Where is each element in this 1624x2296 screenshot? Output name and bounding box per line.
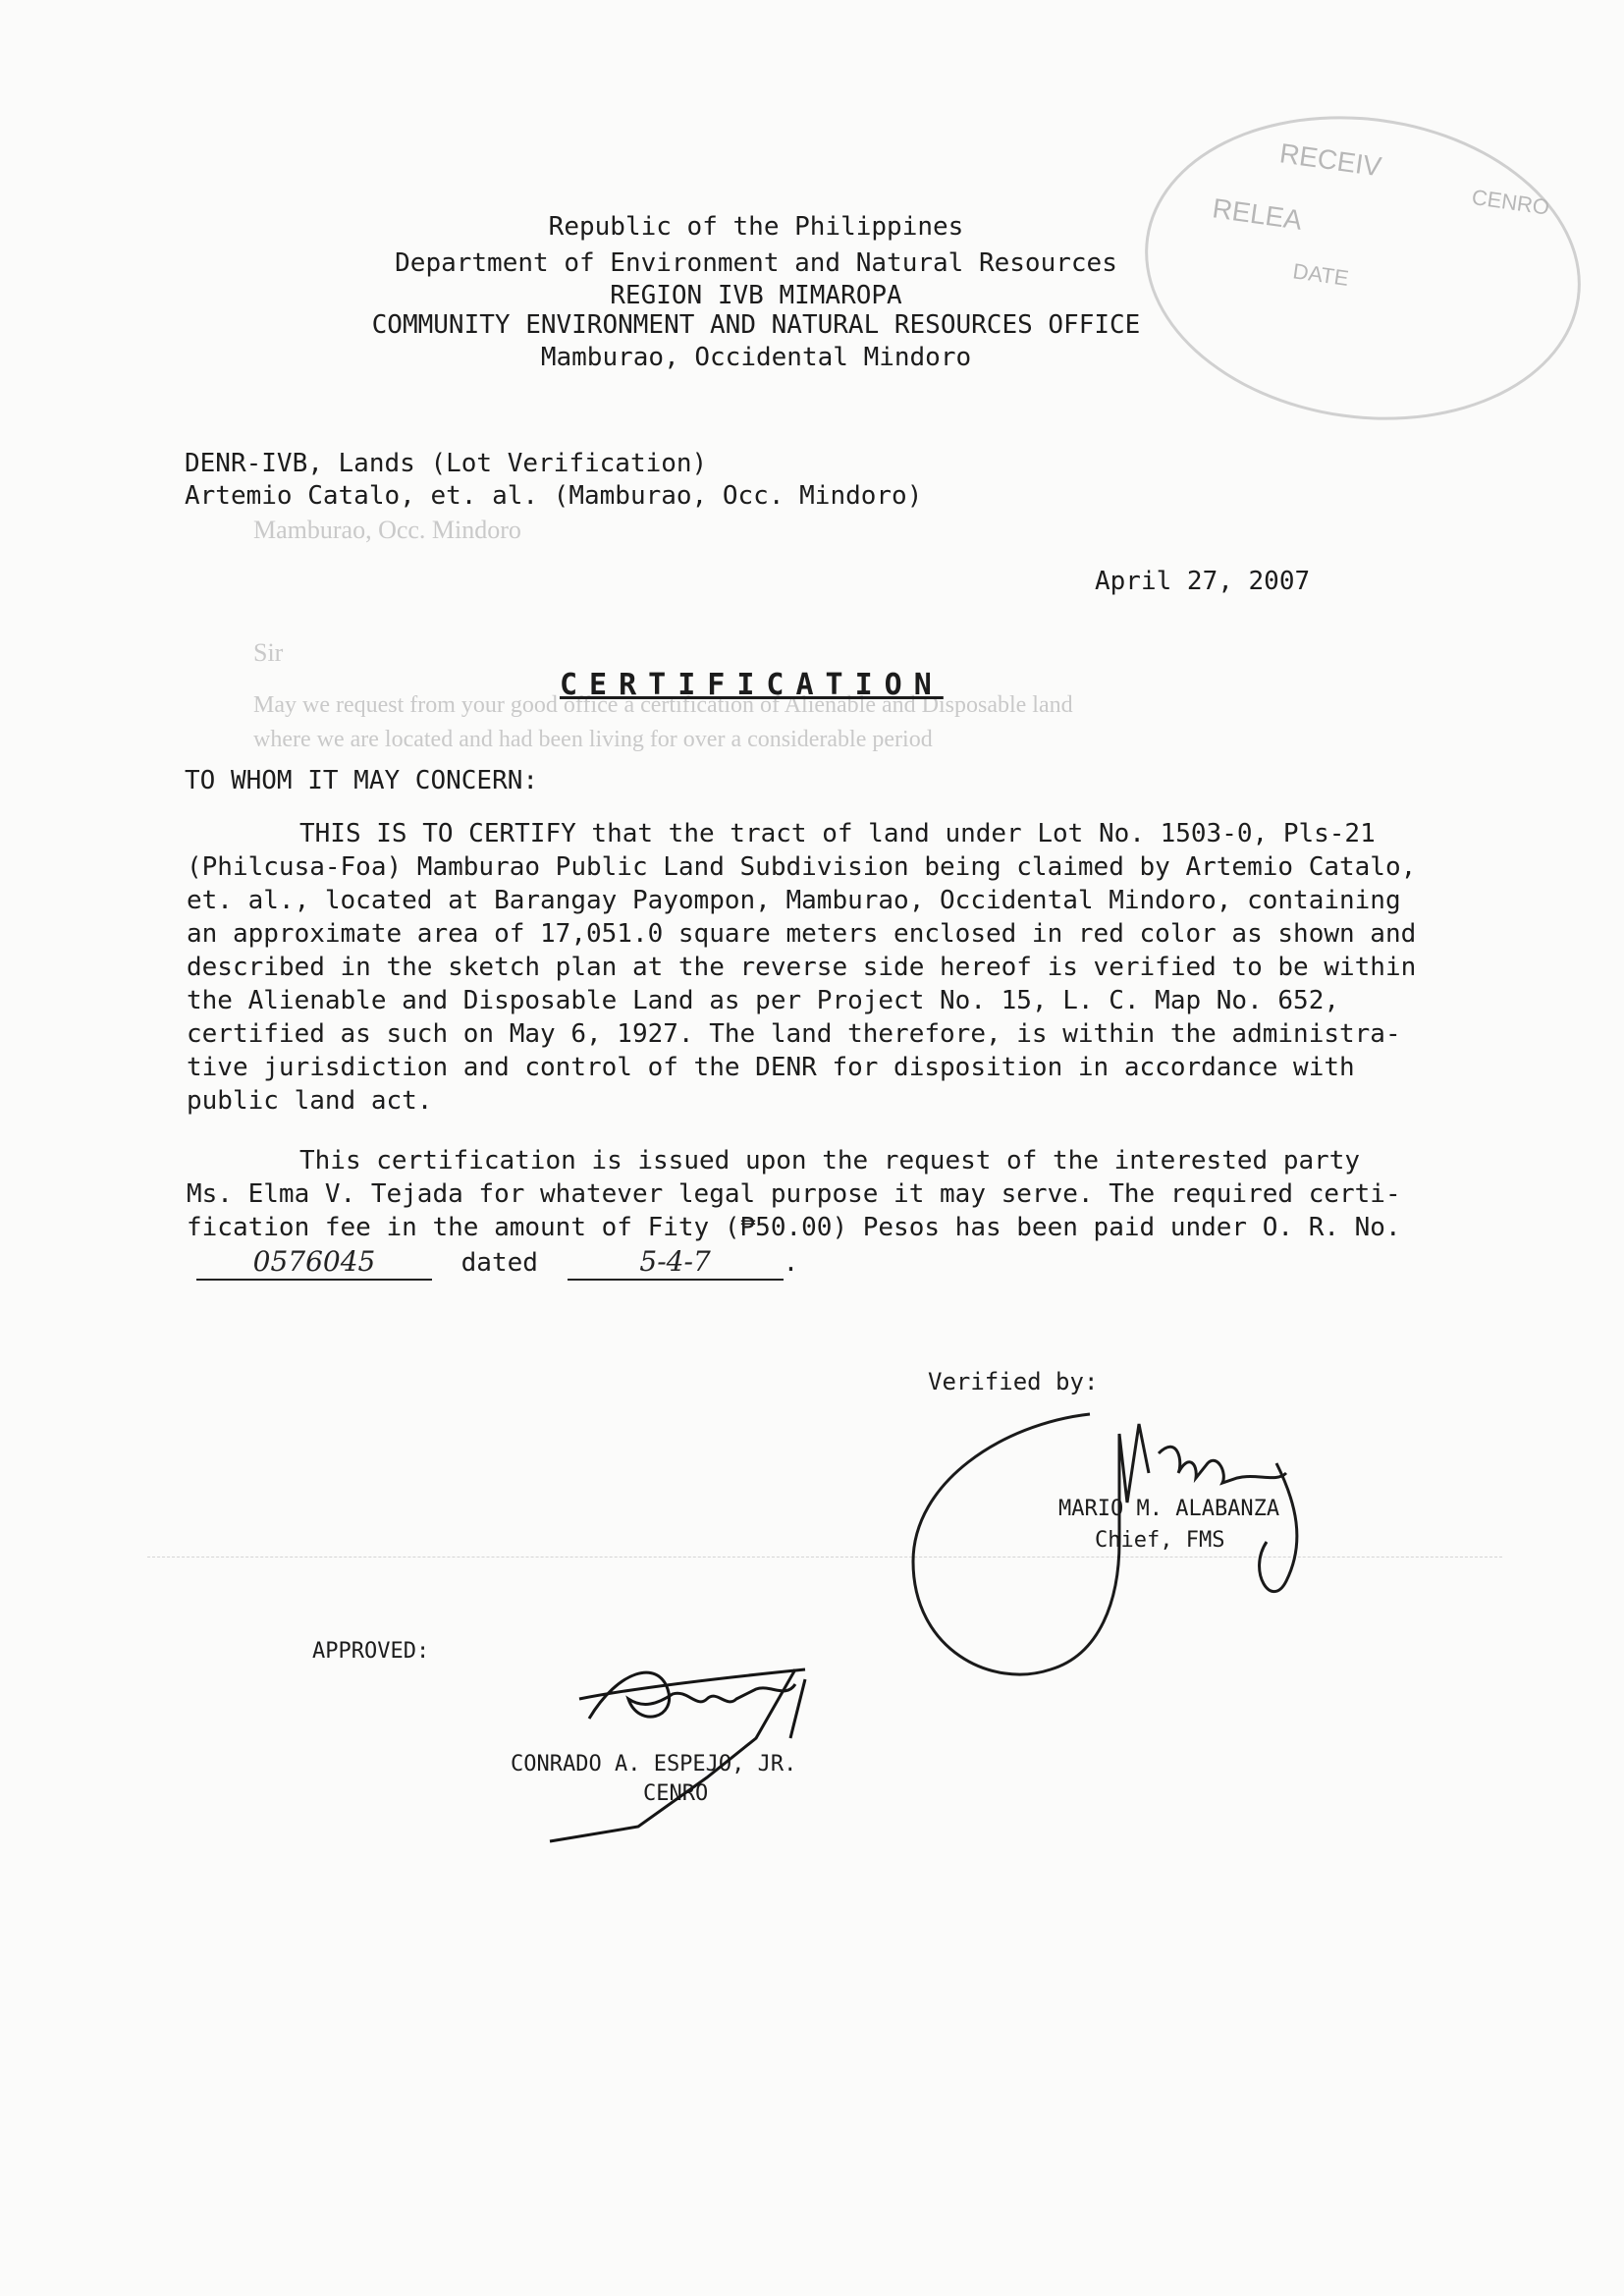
header-line: COMMUNITY ENVIRONMENT AND NATURAL RESOURCES OFFICE <box>371 310 1141 340</box>
verified-label: Verified by: <box>928 1368 1099 1395</box>
approved-label: APPROVED: <box>312 1639 430 1664</box>
approver-name: CONRADO A. ESPEJO, JR. <box>511 1752 797 1777</box>
paragraph-line: fication fee in the amount of Fity (₱50.00) Pesos has been paid under O. R. No. <box>187 1213 1401 1242</box>
paragraph-line: This certification is issued upon the request of the interested party <box>299 1146 1361 1175</box>
paragraph-line: an approximate area of 17,051.0 square meters enclosed in red color as shown and <box>187 919 1417 949</box>
paragraph-line: THIS IS TO CERTIFY that the tract of land under Lot No. 1503-0, Pls-21 <box>299 819 1376 848</box>
stamp-text: RELEA <box>1210 192 1305 236</box>
paragraph-line: Ms. Elma V. Tejada for whatever legal purpose it may serve. The required certi- <box>187 1179 1401 1209</box>
bleed-through-line: Sir <box>253 638 284 667</box>
paragraph-line: (Philcusa-Foa) Mamburao Public Land Subdivision being claimed by Artemio Catalo, <box>187 852 1417 882</box>
or-number: 0576045 <box>196 1245 432 1281</box>
verifier-title: Chief, FMS <box>1095 1528 1225 1553</box>
reference-line: Artemio Catalo, et. al. (Mamburao, Occ. Mindoro) <box>185 481 923 511</box>
period: . <box>783 1248 799 1278</box>
verifier-signature <box>884 1394 1375 1748</box>
reference-line: DENR-IVB, Lands (Lot Verification) <box>185 449 708 478</box>
stamp-text: CENRO <box>1470 184 1551 220</box>
certification-title: CERTIFICATION <box>560 668 944 702</box>
header-line: Republic of the Philippines <box>548 212 964 242</box>
document-date: April 27, 2007 <box>1095 567 1311 596</box>
bleed-through-line: May we request from your good office a certification of Alienable and Disposable land <box>253 692 1073 718</box>
paragraph-line: tive jurisdiction and control of the DENR for disposition in accordance with <box>187 1053 1355 1082</box>
paragraph-line: public land act. <box>187 1086 433 1116</box>
bleed-through-line: Mamburao, Occ. Mindoro <box>253 516 521 544</box>
verifier-name: MARIO M. ALABANZA <box>1058 1497 1280 1521</box>
paragraph-line: certified as such on May 6, 1927. The land therefore, is within the administra- <box>187 1019 1401 1049</box>
approver-title: CENRO <box>643 1781 709 1806</box>
approver-signature <box>511 1630 844 1846</box>
stamp-text: DATE <box>1291 258 1351 291</box>
header-line: Mamburao, Occidental Mindoro <box>540 343 972 372</box>
or-line <box>196 1245 798 1281</box>
dated-label: dated <box>460 1248 538 1278</box>
paragraph-line: described in the sketch plan at the reverse side hereof is verified to be within <box>187 953 1417 982</box>
salutation: TO WHOM IT MAY CONCERN: <box>185 766 539 795</box>
header-line: REGION IVB MIMAROPA <box>610 281 902 310</box>
bleed-through-line: where we are located and had been living for over a considerable period <box>253 727 933 752</box>
paragraph-line: the Alienable and Disposable Land as per Project No. 15, L. C. Map No. 652, <box>187 986 1339 1015</box>
or-date: 5-4-7 <box>568 1245 784 1281</box>
header-line: Department of Environment and Natural Resources <box>395 248 1117 278</box>
stamp-text: RECEIV <box>1277 137 1383 183</box>
paragraph-line: et. al., located at Barangay Payompon, Mamburao, Occidental Mindoro, containing <box>187 886 1401 915</box>
